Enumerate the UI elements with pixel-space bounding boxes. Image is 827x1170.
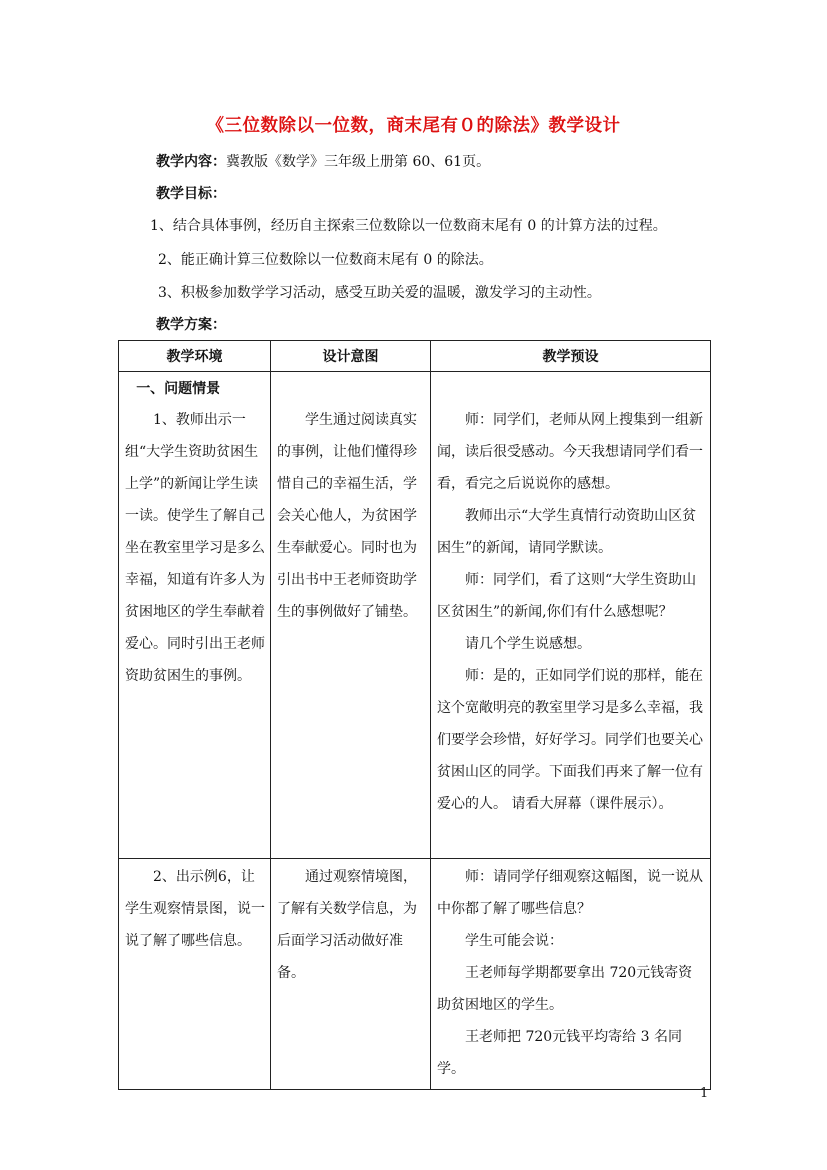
row1-environment-text: 1、教师出示一组“大学生资助贫困生上学”的新闻让学生读一读。使学生了解自己坐在教室里学习是多么幸福，知道有许多人为贫困地区的学生奉献着爱心。同时引出王老师资助贫困生的事例。: [125, 412, 265, 684]
row2-preset-para-2: 学生可能会说：: [465, 933, 563, 949]
row1-preset-cell: [431, 372, 711, 859]
row2-intent-text: 通过观察情境图，了解有关数学信息，为后面学习活动做好准备。: [277, 869, 417, 981]
section-heading-problem-situation: 一、问题情景: [136, 381, 221, 397]
row1-preset-para-3: 师：同学们，看了这则“大学生资助山区贫困生”的新闻,你们有什么感想呢？: [437, 572, 697, 620]
row2-preset-para-3: 王老师每学期都要拿出 720元钱寄资助贫困地区的学生。: [437, 965, 693, 1013]
row2-preset-cell: [431, 859, 711, 1090]
row1-preset-para-5: 师：是的，正如同学们说的那样，能在这个宽敞明亮的教室里学习是多么幸福，我们要学会珍惜，好好学习。同学们也要关心贫困山区的同学。下面我们再来了解一位有爱心的人。 请看大屏幕（课件展示）。: [437, 668, 703, 812]
teaching-plan-table: [118, 340, 711, 1090]
teaching-goals-label: 教学目标：: [156, 186, 226, 202]
table-row: [119, 859, 711, 1090]
header-design-intent: 设计意图: [271, 341, 431, 372]
row1-environment-cell: [119, 372, 271, 859]
goal-item-2: 2、能正确计算三位数除以一位数商末尾有 0 的除法。: [158, 252, 493, 268]
row1-preset-para-4: 请几个学生说感想。: [465, 636, 591, 652]
teaching-content: [156, 152, 490, 172]
row2-environment-cell: [119, 859, 271, 1090]
row2-intent-cell: [271, 859, 431, 1090]
teaching-content-value: 冀教版《数学》三年级上册第 60、61页。: [226, 154, 491, 170]
table-header-row: [119, 341, 711, 372]
teaching-content-label: 教学内容：: [156, 154, 226, 170]
goal-item-1: 1、结合具体事例，经历自主探索三位数除以一位数商末尾有 0 的计算方法的过程。: [150, 218, 667, 234]
row1-intent-text: 学生通过阅读真实的事例，让他们懂得珍惜自己的幸福生活，学会关心他人，为贫困学生奉献爱心。同时也为引出书中王老师资助学生的事例做好了铺垫。: [277, 412, 417, 620]
teaching-plan-label: 教学方案：: [156, 317, 226, 333]
row2-preset-para-4: 王老师把 720元钱平均寄给 3 名同学。: [437, 1029, 682, 1077]
row1-preset-para-1: 师：同学们，老师从网上搜集到一组新闻，读后很受感动。今天我想请同学们看一看，看完之后说说你的感想。: [437, 412, 703, 492]
header-teaching-preset: 教学预设: [431, 341, 711, 372]
row1-intent-cell: [271, 372, 431, 859]
row2-environment-text: 2、出示例6，让学生观察情景图，说一说了解了哪些信息。: [125, 869, 265, 949]
header-teaching-environment: 教学环境: [119, 341, 271, 372]
row2-preset-para-1: 师：请同学仔细观察这幅图，说一说从中你都了解了哪些信息？: [437, 869, 703, 917]
table-row: [119, 372, 711, 859]
page-number: 1: [700, 1086, 709, 1101]
document-title: 《三位数除以一位数，商末尾有０的除法》教学设计: [206, 116, 621, 136]
goal-item-3: 3、积极参加数学学习活动，感受互助关爱的温暖，激发学习的主动性。: [158, 285, 601, 301]
row1-preset-para-2: 教师出示“大学生真情行动资助山区贫困生”的新闻，请同学默读。: [437, 508, 697, 556]
